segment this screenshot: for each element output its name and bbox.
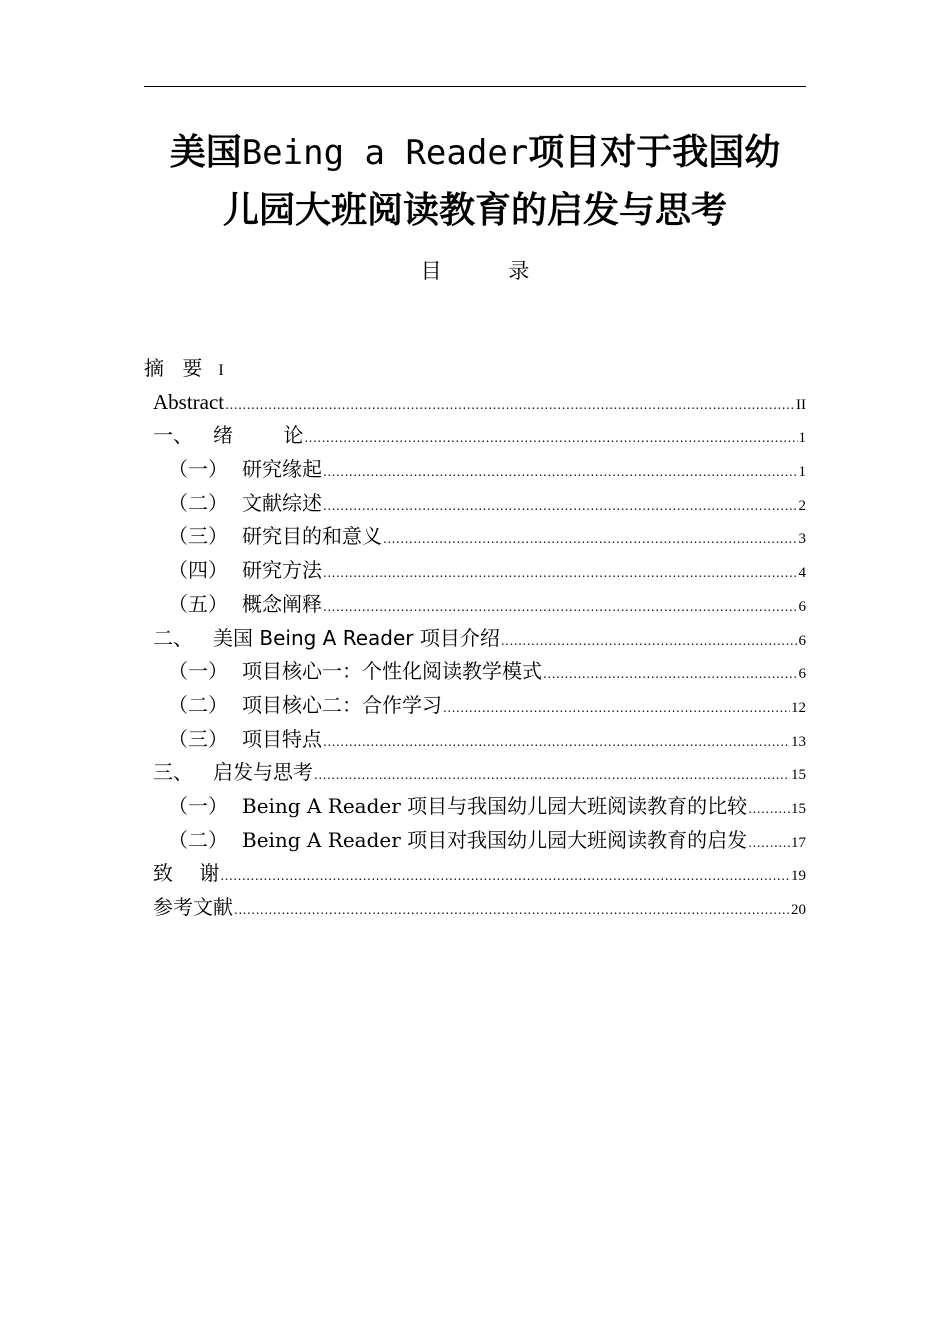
toc-entry-section-1-2[interactable] (144, 487, 806, 521)
toc-leader-dots (543, 664, 798, 684)
toc-entry-section-2-1[interactable] (144, 655, 806, 689)
toc-entry-label: Being A Reader 项目与我国幼儿园大班阅读教育的比较 (242, 793, 748, 818)
toc-entry-label: Abstract (153, 389, 225, 414)
toc-entry-references[interactable] (144, 891, 806, 925)
toc-entry-label: 研究目的和意义 (242, 524, 382, 549)
toc-entry-chapter-3[interactable] (144, 756, 806, 790)
toc-leader-dots (225, 395, 795, 415)
toc-entry-number: （二） (168, 692, 228, 717)
toc-entry-number: 一、 (153, 423, 193, 448)
toc-entry-abstract-cn[interactable] (144, 352, 806, 386)
toc-entry-label: 参考文献 (153, 895, 233, 919)
toc-leader-dots (234, 900, 790, 920)
toc-entry-page: 4 (798, 565, 806, 582)
toc-entry-number: 三、 (153, 760, 193, 785)
toc-leader-dots (323, 462, 798, 482)
toc-entry-label: 摘 要 (144, 356, 209, 380)
toc-entry-chapter-2[interactable] (144, 622, 806, 656)
toc-entry-label: 绪 论 (213, 423, 326, 448)
toc-entry-number: （一） (168, 457, 228, 482)
toc-entry-page: 20 (791, 902, 806, 918)
toc-entry-acknowledgements[interactable] (144, 857, 806, 891)
toc-entry-label: 概念阐释 (242, 591, 322, 616)
toc-leader-dots (323, 732, 790, 752)
toc-entry-number: （一） (168, 793, 228, 818)
toc-entry-section-2-3[interactable] (144, 723, 806, 757)
toc-entry-number: （四） (168, 558, 228, 583)
toc-leader-dots (748, 799, 790, 819)
toc-entry-label: 项目核心二：合作学习 (242, 692, 442, 717)
toc-leader-dots (304, 428, 797, 448)
toc-entry-section-1-3[interactable] (144, 520, 806, 554)
toc-entry-label: 项目特点 (242, 726, 322, 751)
toc-entry-page: 6 (798, 632, 806, 649)
toc-entry-page: 15 (791, 800, 806, 817)
title-line1-prefix: 美国 (169, 132, 242, 173)
toc-entry-number: （二） (168, 490, 228, 515)
toc-leader-dots (443, 698, 790, 718)
toc-entry-section-2-2[interactable] (144, 689, 806, 723)
toc-entry-label: 文献综述 (242, 490, 322, 515)
toc-entry-label: 启发与思考 (213, 760, 313, 785)
toc-entry-section-3-1[interactable] (144, 790, 806, 824)
toc-entry-section-1-4[interactable] (144, 554, 806, 588)
toc-leader-dots (383, 529, 798, 549)
title-line1-latin: Being a Reader (241, 133, 529, 173)
toc-entry-page: I (218, 362, 224, 379)
toc-entry-number: （三） (168, 726, 228, 751)
toc-entry-label: 项目核心一：个性化阅读教学模式 (242, 659, 542, 684)
toc-leader-dots (748, 833, 790, 853)
toc-entry-section-3-2[interactable] (144, 824, 806, 858)
toc-entry-section-1-1[interactable] (144, 453, 806, 487)
header-rule (144, 86, 806, 87)
document-title (100, 124, 850, 240)
table-of-contents (144, 352, 806, 925)
toc-entry-page: 13 (791, 733, 806, 750)
toc-entry-number: （一） (168, 659, 228, 684)
toc-entry-page: 17 (791, 834, 806, 851)
toc-entry-label: 美国 Being A Reader 项目介绍 (213, 625, 500, 650)
toc-entry-abstract-en[interactable] (144, 386, 806, 420)
toc-leader-dots (501, 631, 798, 651)
toc-entry-number: （五） (168, 591, 228, 616)
toc-entry-label: 研究方法 (242, 558, 322, 583)
toc-entry-number: （三） (168, 524, 228, 549)
title-line1-suffix: 项目对于我国幼 (528, 132, 781, 173)
toc-entry-page: 6 (798, 598, 806, 615)
title-line2: 儿园大班阅读教育的启发与思考 (222, 190, 727, 231)
toc-entry-page: 6 (798, 666, 806, 683)
toc-entry-chapter-1[interactable] (144, 419, 806, 453)
toc-leader-dots (323, 496, 798, 516)
toc-entry-page: 3 (798, 531, 806, 548)
toc-leader-dots (220, 866, 790, 886)
toc-entry-page: 1 (798, 464, 806, 481)
toc-entry-number: （二） (168, 827, 228, 852)
toc-leader-dots (323, 563, 798, 583)
toc-entry-page: 1 (798, 430, 806, 447)
toc-entry-page: 19 (791, 868, 806, 885)
toc-leader-dots (314, 765, 790, 785)
toc-entry-label: Being A Reader 项目对我国幼儿园大班阅读教育的启发 (242, 827, 748, 852)
toc-entry-label: 致 谢 (153, 861, 230, 886)
toc-entry-section-1-5[interactable] (144, 588, 806, 622)
toc-entry-page: II (796, 396, 806, 413)
toc-heading: 目 录 (420, 259, 560, 283)
toc-entry-page: 12 (791, 699, 806, 716)
toc-entry-label: 研究缘起 (242, 457, 322, 482)
toc-entry-page: 15 (791, 767, 806, 784)
toc-leader-dots (323, 597, 798, 617)
toc-entry-page: 2 (798, 497, 806, 514)
toc-entry-number: 二、 (153, 625, 193, 650)
